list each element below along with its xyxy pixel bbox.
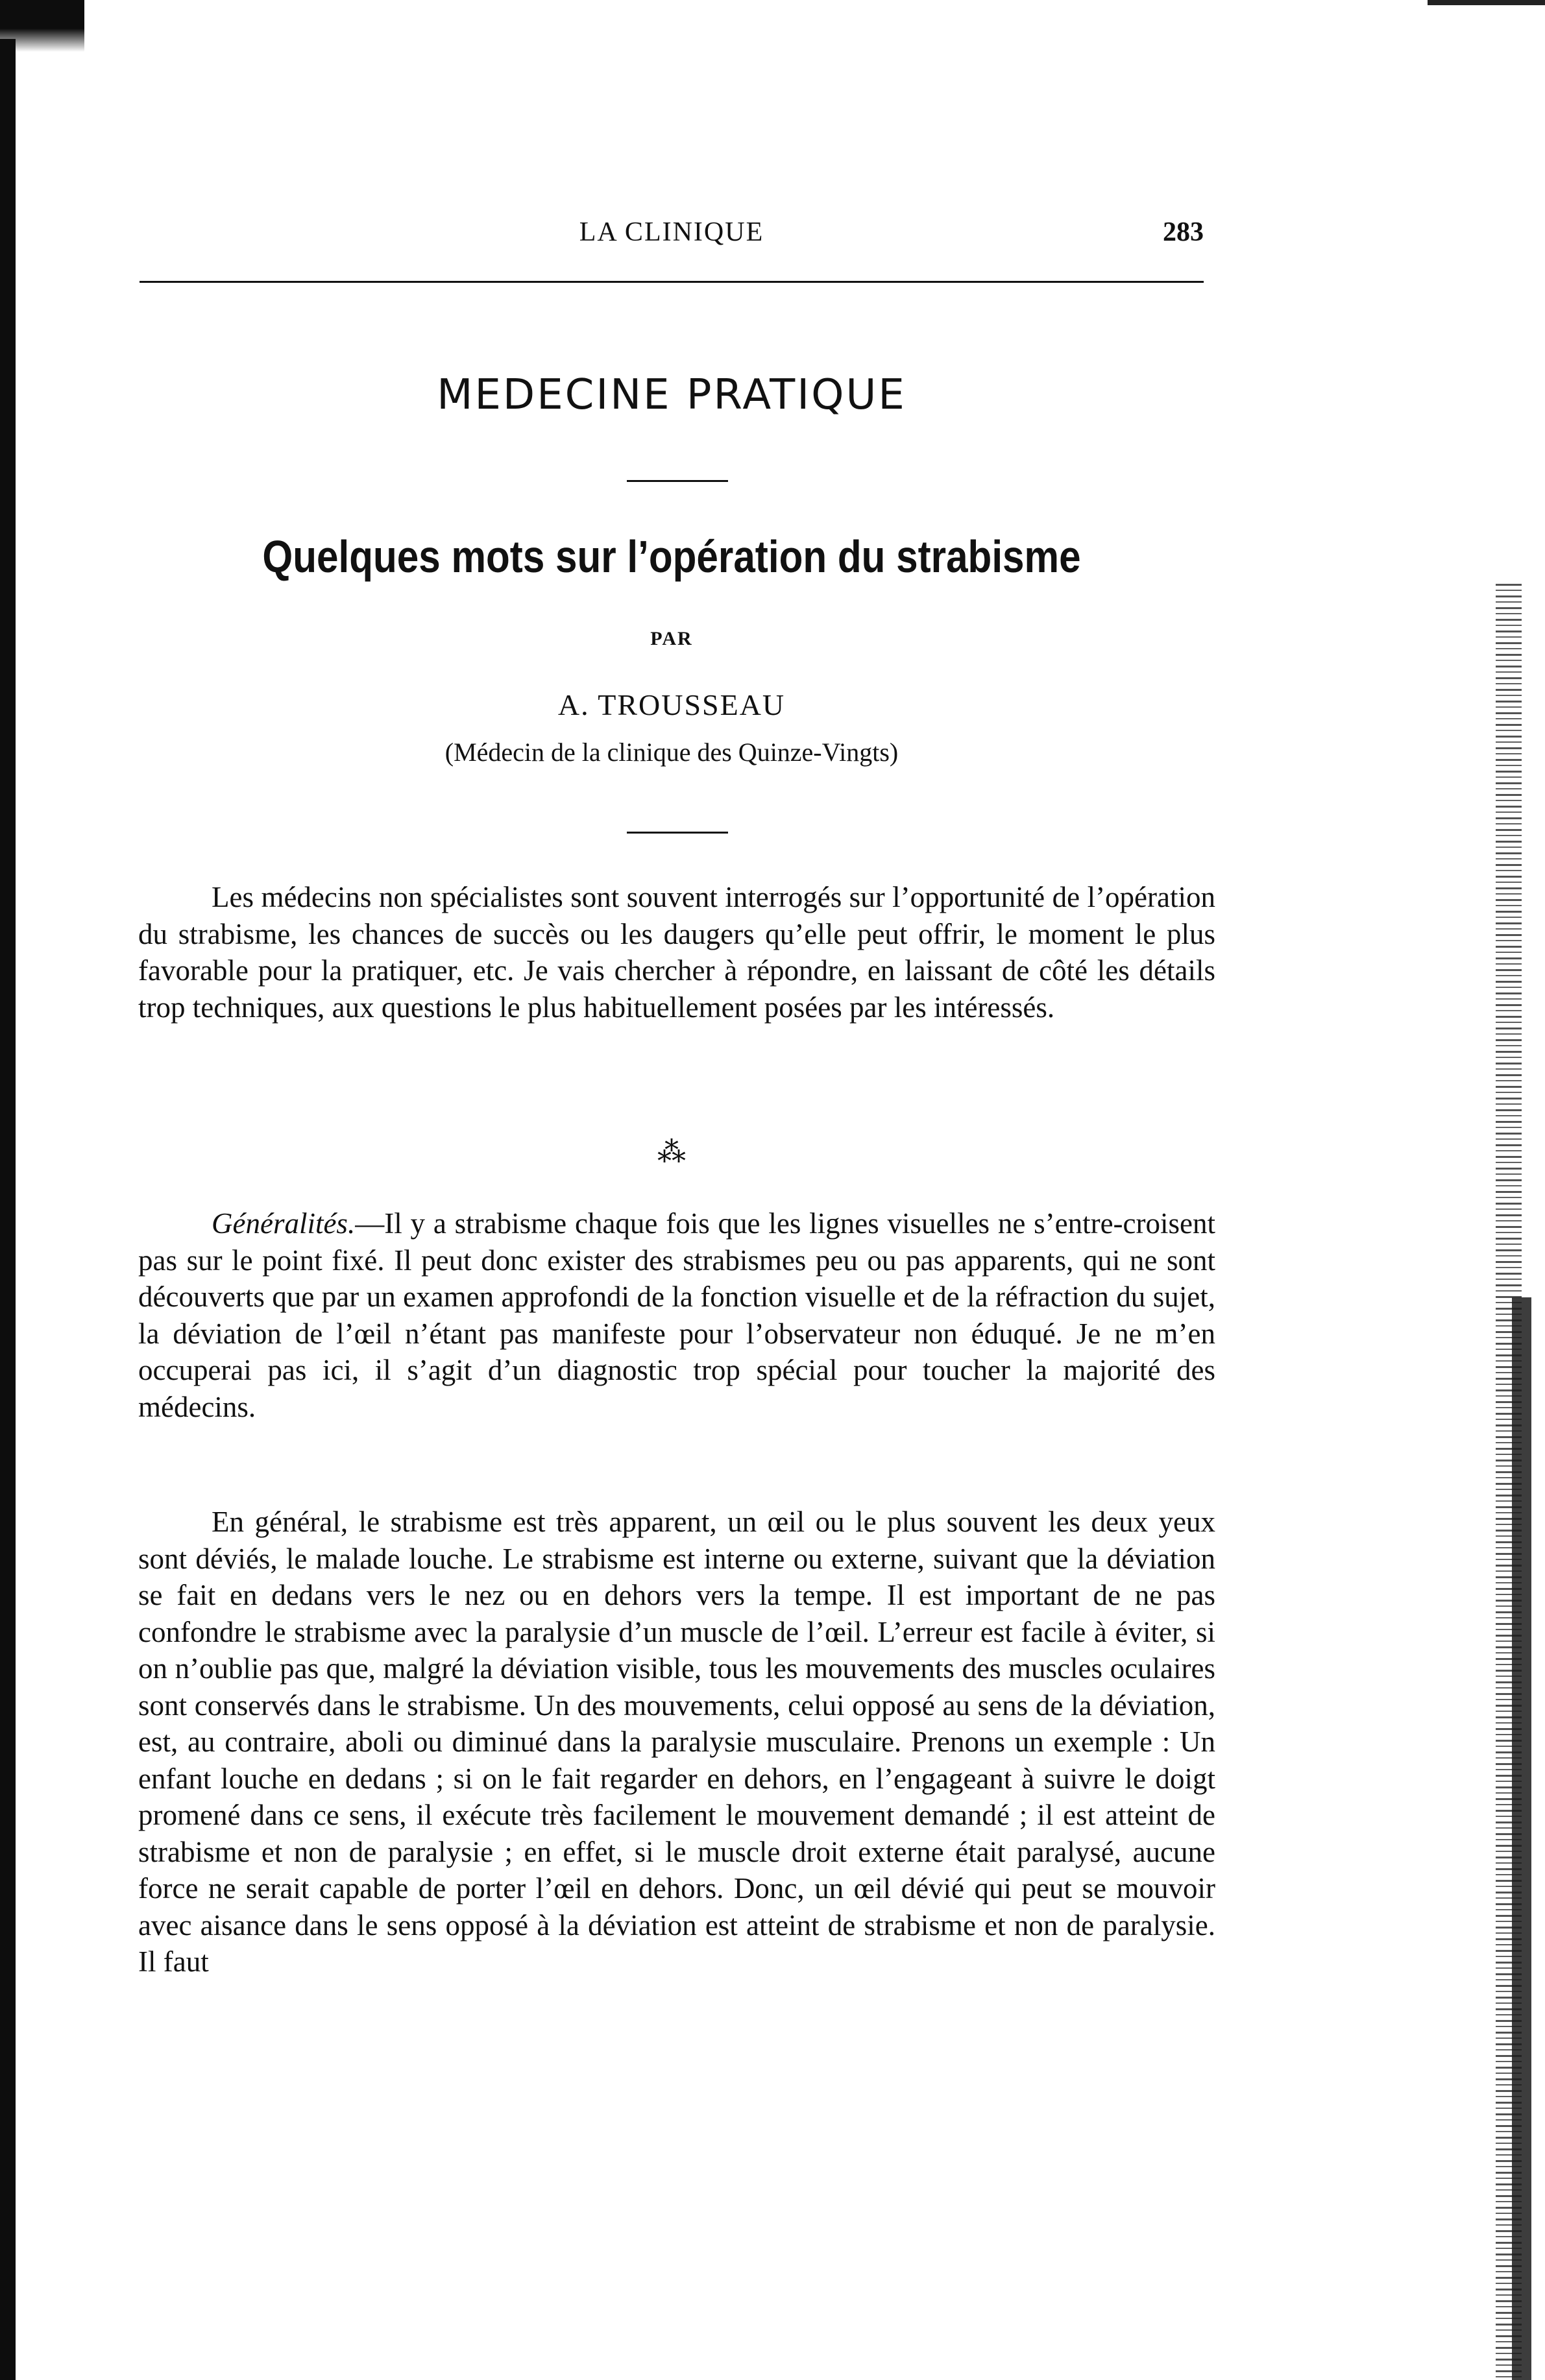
intro-paragraph: Les médecins non spécialistes sont souvent interrogés sur l’opportunité de l’opération du strabisme, les chances de succès ou les daugers qu’elle peut offrir, le moment le plus favorable pour la pratiquer, etc. Je vais chercher à répondre, en laissant de côté les détails trop techniques, aux questions le plus habituellement posées par les intéressés.	[138, 881, 1215, 1024]
author-affiliation: (Médecin de la clinique des Quinze-Vingts)	[444, 738, 899, 767]
intro-paragraph-block	[138, 879, 1215, 1026]
general-paragraph: En général, le strabisme est très apparent, un œil ou le plus souvent les deux yeux sont déviés, le malade louche. Le strabisme est interne ou externe, suivant que la déviation se fait en dedans vers le nez ou en dehors vers la tempe. Il est important de ne pas confondre le strabisme avec la paralysie d’un muscle de l’œil. L’erreur est facile à éviter, si on n’oublie pas que, malgré la déviation visible, tous les mouvements des muscles oculaires sont conservés dans le strabisme. Un des mouvements, celui opposé au sens de la déviation, est, au contraire, aboli ou diminué dans la paralysie musculaire. Prenons un exemple : Un enfant louche en dedans ; si on le fait regarder en dehors, en l’engageant à suivre le doigt promené dans ce sens, il exécute très facilement le mouvement demandé ; il est atteint de strabisme et non de paralysie ; en effet, si le muscle droit externe était paralysé, aucune force ne serait capable de porter l’œil en dehors. Donc, un œil dévié qui peut se mouvoir avec aisance dans le sens opposé à la déviation est atteint de strabisme et non de paralysie. Il faut	[138, 1506, 1215, 1978]
section-title: MEDECINE PRATIQUE	[437, 371, 906, 419]
running-head	[140, 217, 1204, 256]
author-name: A. TROUSSEAU	[557, 688, 786, 721]
generalites-label: Généralités.	[212, 1207, 356, 1240]
scan-corner-mark	[1428, 0, 1545, 5]
section-divider-rule	[627, 480, 728, 482]
heading-divider-rule	[627, 832, 728, 834]
general-paragraph-block	[138, 1504, 1215, 1980]
scan-binding-shadow-left	[0, 39, 16, 2380]
asterism-separator: ⁂	[657, 1136, 686, 1168]
generalites-paragraph-block	[138, 1205, 1215, 1425]
page-number: 283	[1163, 217, 1204, 247]
byline-prefix: PAR	[650, 628, 693, 649]
header-rule	[140, 281, 1204, 283]
scan-page-edge-right-dark	[1512, 1297, 1531, 2380]
generalites-text: —Il y a strabisme chaque fois que les lignes visuelles ne s’entre-croisent pas sur le point fixé. Il peut donc exister des strabismes peu ou pas apparents, qui ne sont découverts que par un examen approfondi de la fonction visuelle et de la réfraction du sujet, la déviation de l’œil n’étant pas manifeste pour l’observateur non éduqué. Je ne m’en occuperai pas ici, il s’agit d’un diagnostic trop spécial pour toucher la majorité des médecins.	[138, 1207, 1215, 1423]
generalites-paragraph	[138, 1205, 1215, 1425]
running-head-title: LA CLINIQUE	[579, 217, 764, 247]
article-title: Quelques mots sur l’opération du strabisme	[262, 531, 1081, 582]
